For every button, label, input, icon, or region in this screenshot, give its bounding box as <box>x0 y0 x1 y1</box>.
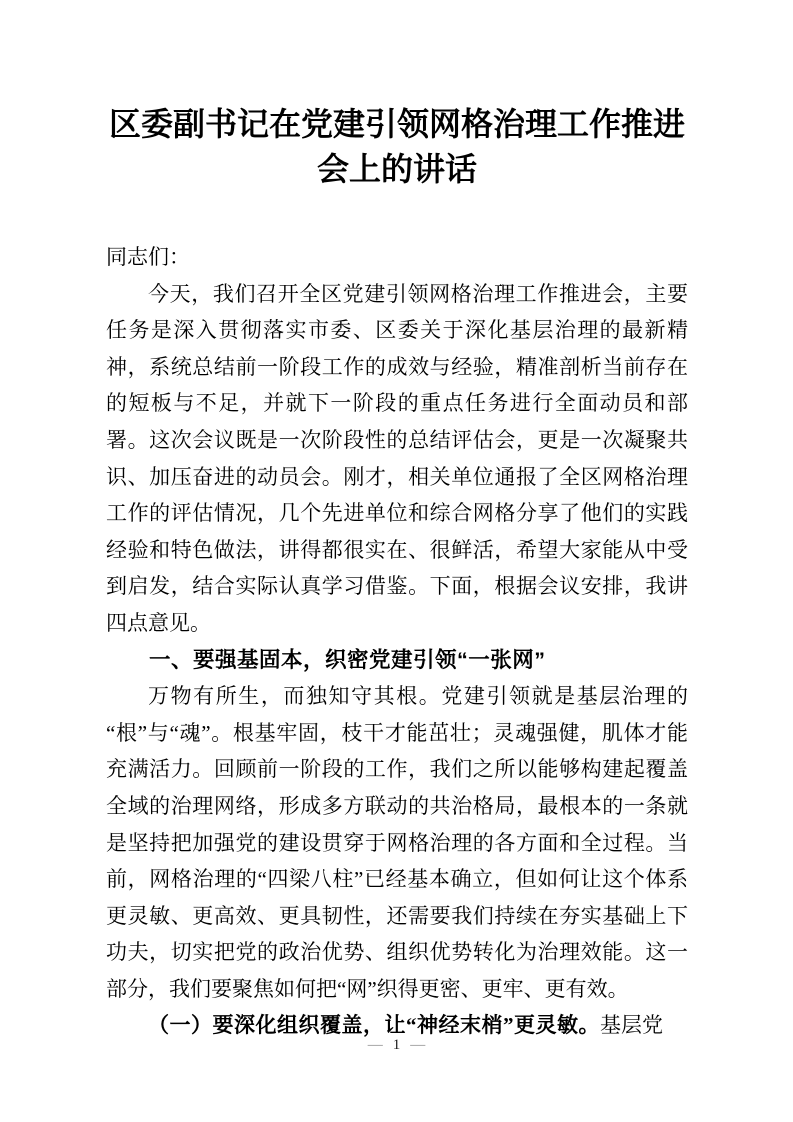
section-one-paragraph: 万物有所生，而独知守其根。党建引领就是基层治理的“根”与“魂”。根基牢固，枝干才能茁壮；灵魂强健，肌体才能充满活力。回顾前一阶段的工作，我们之所以能够构建起覆盖全域的治理网络，形成多方联动的共治格局，最根本的一条就是坚持把加强党的建设贯穿于网格治理的各方面和全过程。当前，网格治理的“四梁八柱”已经基本确立，但如何让这个体系更灵敏、更高效、更具韧性，还需要我们持续在夯实基础上下功夫，切实把党的政治优势、组织优势转化为治理效能。这一部分，我们要聚焦如何把“网”织得更密、更牢、更有效。 <box>106 684 688 1001</box>
page-number-right-dash: — <box>410 1037 426 1053</box>
page-footer <box>0 1036 793 1054</box>
document-title: 区委副书记在党建引领网格治理工作推进会上的讲话 <box>108 106 685 187</box>
salutation: 同志们： <box>106 245 190 269</box>
intro-paragraph: 今天，我们召开全区党建引领网格治理工作推进会，主要任务是深入贯彻落实市委、区委关于深化基层治理的最新精神，系统总结前一阶段工作的成效与经验，精准剖析当前存在的短板与不足，并就下一阶段的重点任务进行全面动员和部署。这次会议既是一次阶段性的总结评估会，更是一次凝聚共识、加压奋进的动员会。刚才，相关单位通报了全区网格治理工作的评估情况，几个先进单位和综合网格分享了他们的实践经验和特色做法，讲得都很实在、很鲜活，希望大家能从中受到启发，结合实际认真学习借鉴。下面，根据会议安排，我讲四点意见。 <box>106 281 688 635</box>
subpoint-tail-text: 基层党 <box>600 1013 663 1038</box>
section-heading-one: 一、要强基固本，织密党建引领“一张网” <box>149 647 546 672</box>
page-number-left-dash: — <box>367 1037 383 1053</box>
page-number: 1 <box>392 1037 401 1053</box>
subpoint-lead-text: （一）要深化组织覆盖，让“神经末梢”更灵敏。 <box>148 1013 600 1038</box>
